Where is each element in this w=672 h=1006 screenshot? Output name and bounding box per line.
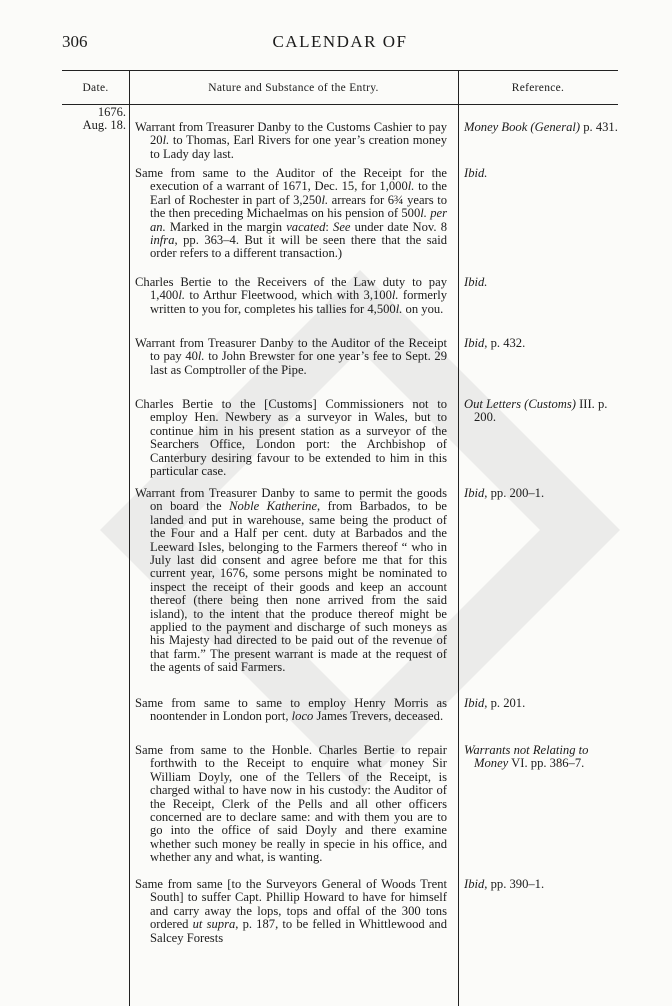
entry-text xyxy=(135,167,447,261)
entry-paragraph: Warrant from Treasurer Danby to the Auditor of the Receipt to pay 40l. to John Brewster for one year’s fee to Sept. 29 last as Comptroller of the Pipe. xyxy=(135,336,447,377)
entry-text xyxy=(135,276,447,316)
entry-reference xyxy=(464,398,624,425)
reference-text: Ibid, p. 201. xyxy=(464,696,526,710)
reference-column-rule xyxy=(458,70,459,1006)
reference-text: Ibid. xyxy=(464,275,488,289)
entry-paragraph: Same from same to the Auditor of the Receipt for the execution of a warrant of 1671, Dec. 15, for 1,000l. to the Earl of Rochester in part of 3,250l. arrears for 6¾ years to the then preceding Michaelmas on his pension of 500l. per an. Marked in the margin vacated: See under date Nov. 8 infra, pp. 363–4. But it will be seen there that the said order refers to a different transaction.) xyxy=(135,166,447,261)
entry-paragraph: Same from same to same to employ Henry Morris as noontender in London port, loco James Trevers, deceased. xyxy=(135,696,447,724)
entry-text xyxy=(135,878,447,945)
reference-column-header: Reference. xyxy=(511,82,565,94)
entry-paragraph: Charles Bertie to the Receivers of the Law duty to pay 1,400l. to Arthur Fleetwood, which with 3,100l. formerly written to you for, completes his tallies for 4,500l. on you. xyxy=(135,275,447,316)
page-header xyxy=(62,32,618,54)
page-number: 306 xyxy=(62,32,88,51)
reference-text: Money Book (General) p. 431. xyxy=(464,120,618,134)
entry-reference xyxy=(464,121,624,134)
entry-paragraph: Warrant from Treasurer Danby to same to permit the goods on board the Noble Katherine, from Barbados, to be landed and put in warehouse, same being the product of the Four and a Half per cent. duty at Barbados and the Leeward Isles, belonging to the Farmers thereof “ who in July last did consent and agree before me that for this current year, 1676, some persons might be nominated to inspect the receipt of their goods and keep an account thereof (there being then none arrived from the said island), to the intent that the produce thereof might be applied to the payment and discharge of such moneys as his Majesty had directed to be paid out of the revenue of that farm.” The present warrant is made at the request of the agents of said Farmers. xyxy=(135,486,447,675)
entry-paragraph: Same from same to the Honble. Charles Bertie to repair forthwith to the Receipt to enquire what money Sir William Doyly, one of the Tellers of the Receipt, is charged withal to have now in his custody: the Auditor of the Receipt, Clerk of the Pells and all other officers concerned are to declare same: and with them you are to go into the office of said Doyly and there examine whether such money be really in specie in his office, and whether any and what, is wanting. xyxy=(135,743,447,865)
reference-text: Ibid, pp. 200–1. xyxy=(464,486,545,500)
entry-reference xyxy=(464,167,624,180)
entry-text xyxy=(135,744,447,865)
entry-paragraph: Warrant from Treasurer Danby to the Customs Cashier to pay 20l. to Thomas, Earl Rivers for one year’s creation money to Lady day last. xyxy=(135,120,447,161)
entry-text xyxy=(135,121,447,161)
entry-day: Aug. 18. xyxy=(82,118,126,132)
table-header-rule xyxy=(62,104,618,105)
entry-text xyxy=(135,487,447,675)
running-title: CALENDAR OF xyxy=(272,32,408,51)
entry-text xyxy=(135,697,447,724)
reference-text: Warrants not Relating to Money VI. pp. 386–7. xyxy=(464,743,589,771)
entry-reference xyxy=(464,878,624,891)
entry-reference xyxy=(464,487,624,500)
entry-reference xyxy=(464,337,624,350)
reference-text: Ibid. xyxy=(464,166,488,180)
nature-column-header: Nature and Substance of the Entry. xyxy=(208,82,379,94)
entry-reference xyxy=(464,697,624,710)
reference-text: Out Letters (Customs) III. p. 200. xyxy=(464,397,608,425)
entry-text xyxy=(135,337,447,377)
entry-year: 1676. xyxy=(97,105,126,119)
entry-reference xyxy=(464,276,624,289)
table-top-rule xyxy=(62,70,618,71)
entry-text xyxy=(135,398,447,478)
entry-reference xyxy=(464,744,624,771)
date-column-rule xyxy=(129,70,130,1006)
reference-text: Ibid, pp. 390–1. xyxy=(464,877,545,891)
entry-date xyxy=(66,106,126,132)
date-column-header: Date. xyxy=(82,82,109,94)
entry-paragraph: Same from same [to the Surveyors General of Woods Trent South] to suffer Capt. Phillip Howard to have for himself and carry away the lops, tops and offal of the 300 tons ordered ut supra, p. 187, to be felled in Whittlewood and Salcey Forests xyxy=(135,877,448,945)
entry-paragraph: Charles Bertie to the [Customs] Commissioners not to employ Hen. Newbery as a surveyor in Wales, but to continue him in his present station as a surveyor of the Searchers Office, London port: the Archbishop of Canterbury desiring favour to be extended to him in this particular case. xyxy=(135,397,447,479)
reference-text: Ibid, p. 432. xyxy=(464,336,526,350)
